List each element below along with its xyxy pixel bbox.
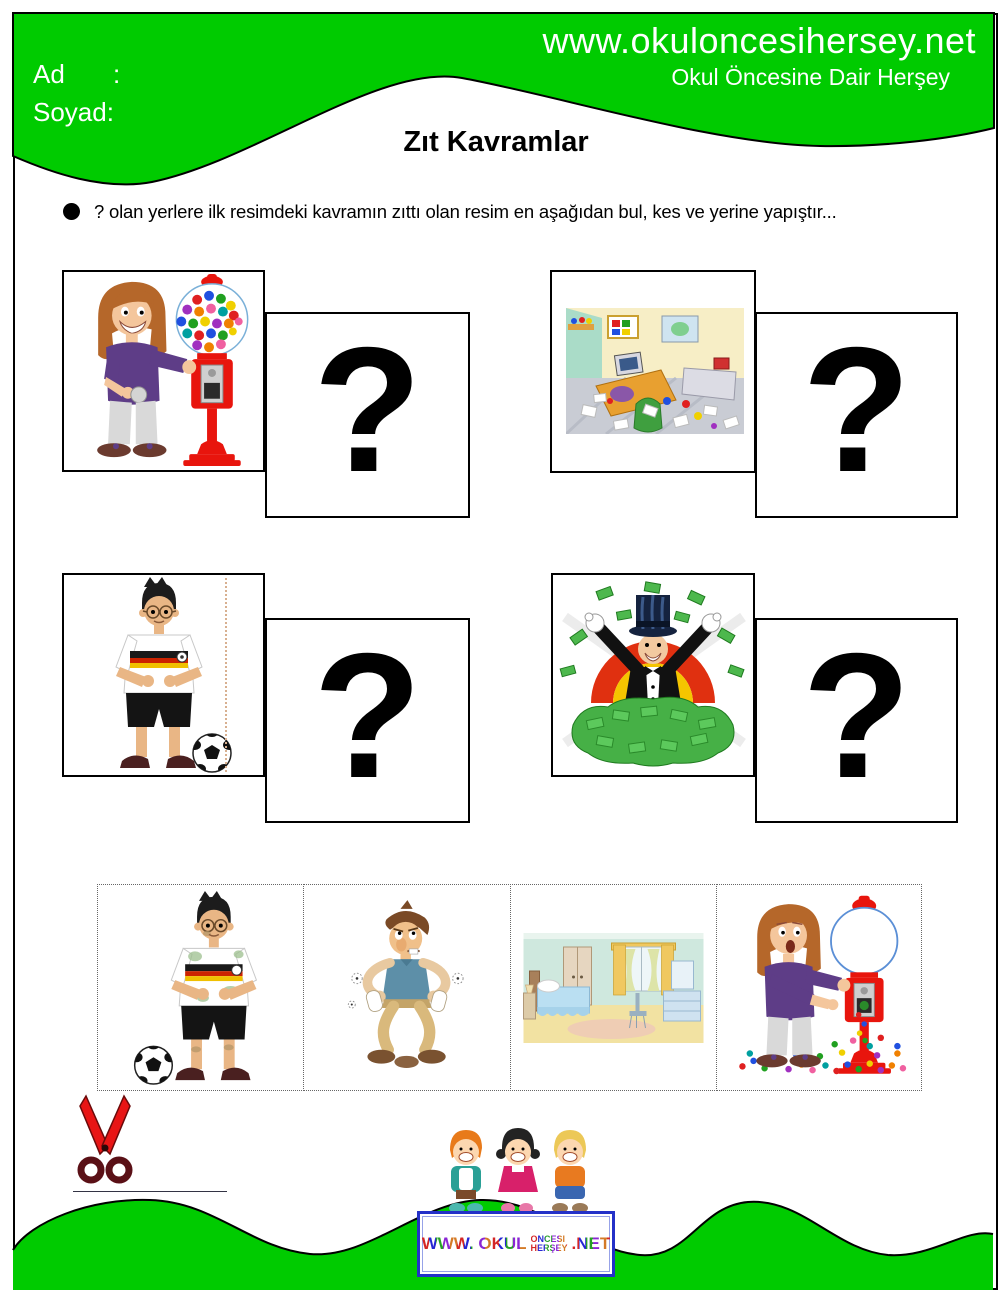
name-colon: : bbox=[113, 59, 121, 89]
logo-sign bbox=[417, 1211, 615, 1277]
prompt-box-girl-full-gumball bbox=[62, 270, 265, 472]
question-box-4 bbox=[755, 615, 958, 823]
messy-room-illustration bbox=[566, 308, 744, 434]
prompt-box-clean-boy bbox=[62, 573, 265, 777]
question-box-1 bbox=[265, 312, 470, 518]
question-mark-3: ? bbox=[313, 615, 422, 815]
question-mark-4: ? bbox=[802, 615, 911, 815]
prompt-box-messy-room bbox=[550, 270, 756, 473]
poor-man-with-empty-pockets-illustration bbox=[317, 893, 497, 1083]
bullet-icon bbox=[63, 203, 80, 220]
question-box-3 bbox=[265, 615, 470, 823]
cutout-cell-tidy-room bbox=[510, 884, 717, 1091]
site-tagline: Okul Öncesine Dair Herşey bbox=[671, 64, 950, 90]
cutout-cell-poor-man bbox=[303, 884, 511, 1091]
worksheet-title: Zıt Kavramlar bbox=[403, 126, 589, 158]
logo-kids-illustration bbox=[426, 1124, 606, 1216]
question-mark-1: ? bbox=[313, 310, 422, 509]
cutout-cell-dirty-boy bbox=[97, 884, 304, 1091]
tidy-bedroom-illustration bbox=[523, 933, 704, 1043]
logo-text-www-okul: WWW. OKUL bbox=[421, 1234, 527, 1253]
image-edge-dotted-line bbox=[225, 578, 227, 772]
question-mark-2: ? bbox=[802, 310, 911, 509]
girl-with-empty-gumball-machine-illustration bbox=[724, 892, 914, 1084]
boy-in-dirty-football-kit-illustration bbox=[101, 889, 300, 1087]
instruction-text: ? olan yerlere ilk resimdeki kavramın zıttı olan resim en aşağıdan bul, kes ve yerine yapıştır... bbox=[94, 201, 837, 222]
logo-text-hersey: HERŞEY bbox=[530, 1243, 568, 1253]
prompt-box-rich-man bbox=[551, 573, 755, 777]
logo-text-net: .NET bbox=[571, 1234, 611, 1253]
scissors-icon bbox=[72, 1094, 138, 1190]
cutout-cell-girl-empty-gumball bbox=[716, 884, 922, 1091]
girl-with-full-gumball-machine-illustration bbox=[64, 272, 263, 470]
question-box-2 bbox=[755, 312, 958, 518]
name-label: Ad bbox=[33, 59, 65, 89]
rich-man-on-money-pile-illustration bbox=[553, 575, 753, 775]
boy-in-clean-football-kit-illustration bbox=[64, 575, 263, 775]
site-url: www.okuloncesihersey.net bbox=[542, 20, 976, 61]
surname-label: Soyad: bbox=[33, 97, 114, 127]
logo-text-oncesi: ÖNCESİ bbox=[531, 1235, 568, 1244]
